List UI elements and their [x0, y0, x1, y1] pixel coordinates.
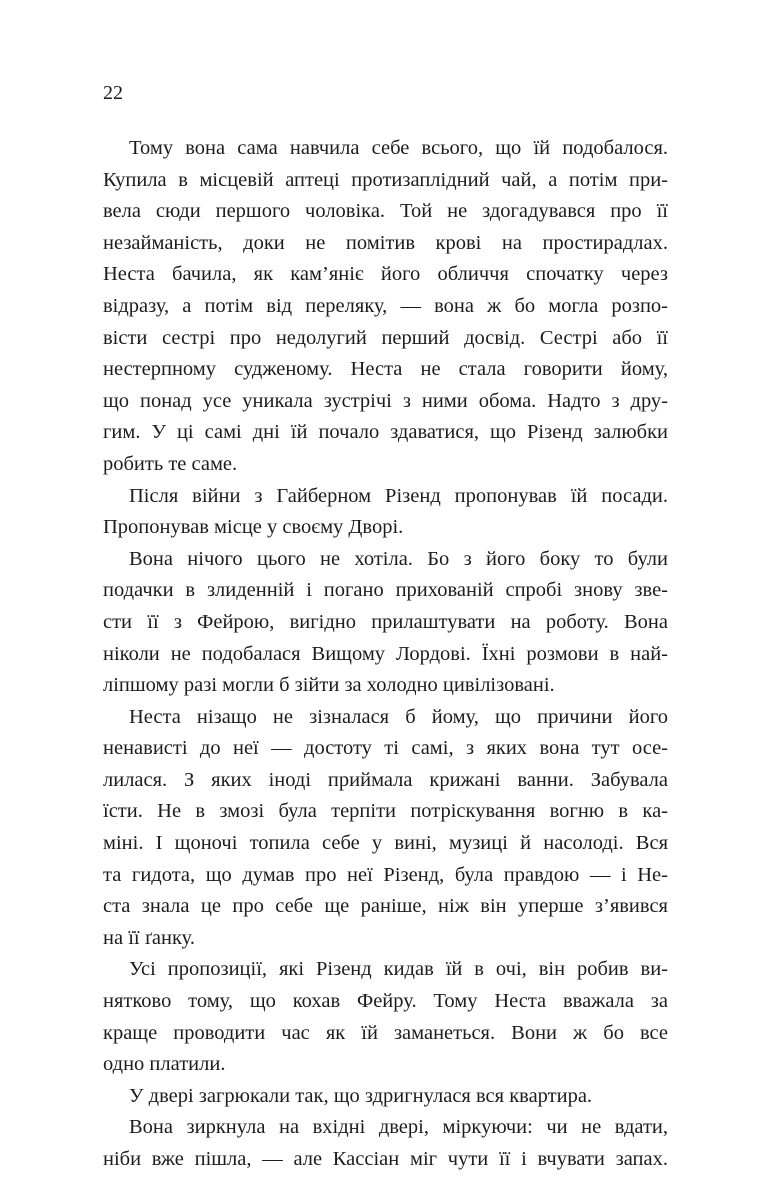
text-line: сти її з Фейрою, вигідно прилаштувати на роботу. Вона: [103, 610, 668, 633]
text-line: У двері загрюкали так, що здригнулася вся квартира.: [129, 1084, 593, 1107]
text-line: нестерпному судженому. Неста не стала говорити йому,: [103, 358, 668, 381]
text-line: одно платили.: [103, 1053, 226, 1076]
text-line: Пропонував місце у своєму Дворі.: [103, 516, 404, 539]
text-line: їсти. Не в змозі була терпіти потріскування вогню в ка-: [103, 800, 668, 823]
text-line: гим. У ці самі дні їй почало здаватися, що Різенд залюбки: [103, 421, 668, 444]
text-line: нятково тому, що кохав Фейру. Тому Неста вважала за: [103, 990, 668, 1013]
text-line: подачки в злиденній і погано прихованій спробі знову зве-: [103, 579, 668, 602]
text-line: Вона зиркнула на вхідні двері, міркуючи: чи не вдати,: [129, 1116, 668, 1139]
text-line: ніколи не подобалася Вищому Лордові. Їхні розмови в най-: [103, 642, 668, 665]
text-line: Після війни з Гайберном Різенд пропонував їй посади.: [129, 484, 668, 507]
text-line: що понад усе уникала зустрічі з ними обома. Надто з дру-: [103, 389, 668, 412]
text-line: Усі пропозиції, які Різенд кидав їй в очі, він робив ви-: [129, 958, 668, 981]
text-line: Неста нізащо не зізналася б йому, що причини його: [129, 705, 668, 728]
text-line: та гидота, що думав про неї Різенд, була правдою — і Не-: [103, 863, 668, 886]
body-text: [103, 133, 668, 1176]
text-line: вела сюди першого чоловіка. Той не здогадувався про її: [103, 200, 668, 223]
text-line: відразу, а потім від переляку, — вона ж бо могла розпо-: [103, 294, 668, 317]
text-line: ненависті до неї — достоту ті самі, з яких вона тут осе-: [103, 737, 668, 760]
text-line: Неста бачила, як кам’яніє його обличчя спочатку через: [103, 263, 668, 286]
text-line: Вона нічого цього не хотіла. Бо з його боку то були: [129, 547, 668, 570]
text-line: робить те саме.: [103, 452, 238, 475]
text-line: на її ґанку.: [103, 926, 195, 949]
page-number: 22: [103, 82, 123, 104]
text-line: міні. І щоночі топила себе у вині, музиці й насолоді. Вся: [103, 832, 668, 855]
text-line: ліпшому разі могли б зійти за холодно цивілізовані.: [103, 674, 555, 697]
text-line: лилася. З яких іноді приймала крижані ванни. Забувала: [103, 768, 668, 791]
text-line: Тому вона сама навчила себе всього, що їй подобалося.: [129, 137, 668, 159]
text-line: незайманість, доки не помітив крові на простирадлах.: [103, 231, 668, 254]
text-line: ніби вже пішла, — але Кассіан міг чути її і вчувати запах.: [103, 1148, 668, 1170]
text-line: ста знала це про себе ще раніше, ніж він уперше з’явився: [103, 895, 668, 918]
text-line: Купила в місцевій аптеці протизаплідний чай, а потім при-: [103, 168, 668, 191]
text-line: вісти сестрі про недолугий перший досвід. Сестрі або її: [103, 326, 668, 349]
text-line: краще проводити час як їй заманеться. Вони ж бо все: [103, 1021, 668, 1044]
